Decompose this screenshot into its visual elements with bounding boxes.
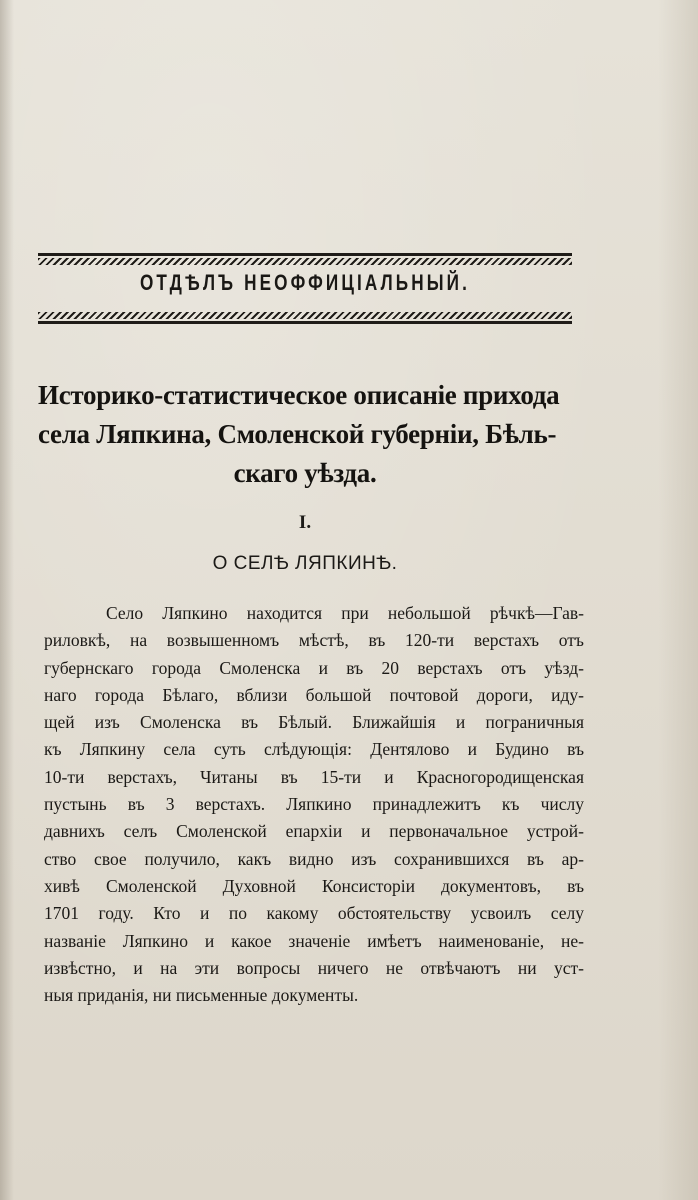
title-line: села Ляпкина, Смоленской губерніи, Бѣль-	[38, 419, 557, 449]
text-line: ныя приданія, ни письменные документы.	[44, 985, 359, 1006]
text-line: пустынь въ 3 верстахъ. Ляпкино принадлежитъ къ числу	[44, 794, 584, 815]
text-line: 1701 году. Кто и по какому обстоятельству усвоилъ селу	[44, 903, 584, 924]
text-line: щей изъ Смоленска въ Бѣлый. Ближайшія и пограничныя	[44, 712, 584, 733]
header-rule-bottom	[38, 312, 572, 324]
page-binding-shadow	[0, 0, 14, 1200]
text-line: риловкѣ, на возвышенномъ мѣстѣ, въ 120-ти верстахъ отъ	[44, 630, 584, 651]
title-line: Историко-статистическое описаніе прихода	[38, 380, 560, 410]
chapter-number: I.	[298, 512, 312, 533]
article-title	[38, 376, 572, 493]
text-line: 10-ти верстахъ, Читаны въ 15-ти и Красногородищенская	[44, 766, 584, 787]
text-line: къ Ляпкину села суть слѣдующія: Дентялово и Будино въ	[44, 739, 584, 760]
page-edge-shadow	[658, 0, 698, 1200]
section-header: ОТДѢЛЪ НЕОФФИЦІАЛЬНЫЙ.	[139, 270, 471, 295]
text-line: губернскаго города Смоленска и въ 20 верстахъ отъ уѣзд-	[44, 657, 584, 678]
text-line: ство свое получило, какъ видно изъ сохранившихся въ ар-	[44, 848, 584, 869]
chapter-title: О СЕЛѢ ЛЯПКИНѢ.	[212, 553, 398, 574]
text-line: извѣстно, и на эти вопросы ничего не отвѣчаютъ ни уст-	[44, 957, 584, 978]
title-line: скаго уѣзда.	[233, 458, 377, 488]
text-line: хивѣ Смоленской Духовной Консисторіи документовъ, въ	[44, 875, 584, 896]
text-line: Село Ляпкино находится при небольшой рѣчкѣ—Гав-	[106, 603, 584, 623]
header-rule-top	[38, 253, 572, 265]
text-line: наго города Бѣлаго, вблизи большой почтовой дороги, иду-	[44, 684, 584, 705]
body-paragraph	[44, 600, 584, 1009]
text-line: давнихъ селъ Смоленской епархіи и первоначальное устрой-	[44, 821, 584, 842]
text-line: названіе Ляпкино и какое значеніе имѣетъ наименованіе, не-	[44, 930, 584, 951]
